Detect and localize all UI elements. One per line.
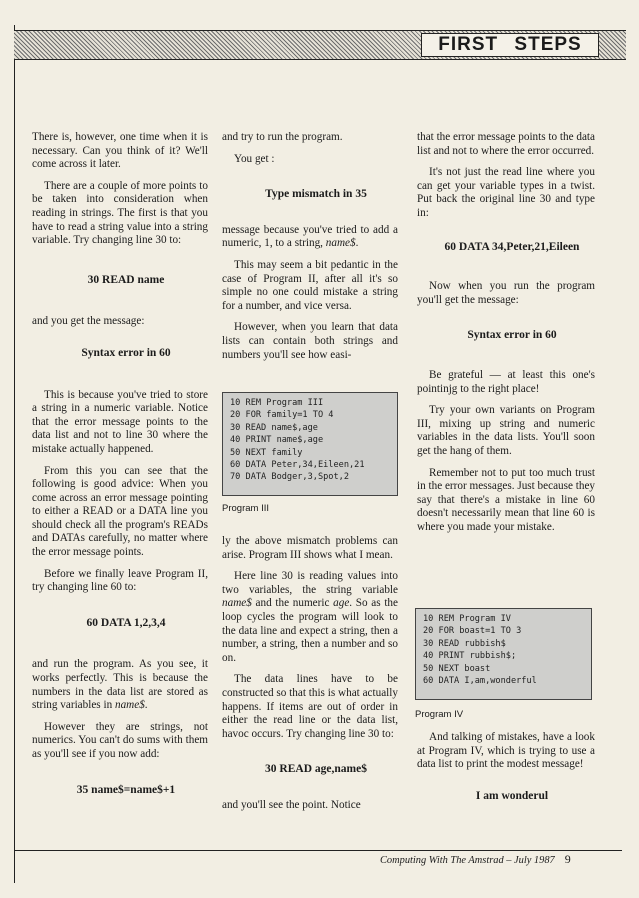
paragraph: However, when you learn that data lists can contain both strings and numbers you'll see how easi-: [222, 321, 398, 361]
program-4-listing: [415, 608, 592, 700]
paragraph: It's not just the read line where you can get your variable types in a twist. Put back the original line 30 and type in:: [417, 166, 595, 219]
footer-rule: [14, 850, 622, 851]
program-3-listing: [222, 392, 398, 496]
paragraph: This is because you've tried to store a string in a numeric variable. Notice that the error message points to the data list and not to line 30 where the mistake actually happened.: [32, 388, 208, 455]
code-line: 50 NEXT family: [230, 447, 303, 458]
paragraph: and you'll see the point. Notice: [222, 798, 361, 811]
paragraph: However they are strings, not numerics. You can't do sums with them as you'll see if you now add:: [32, 720, 208, 760]
paragraph: ly the above mismatch problems can arise. Program III shows what I mean.: [222, 535, 398, 561]
section-title: FIRST STEPS: [421, 33, 599, 57]
code-line: 20 FOR boast=1 TO 3: [423, 626, 522, 637]
code-line: 40 PRINT rubbish$;: [423, 651, 517, 662]
code-line: 10 REM Program IV: [423, 614, 511, 624]
code-line: 60 DATA Peter,34,Eileen,21: [230, 460, 365, 471]
paragraph: message because you've tried to add a numeric, 1, to a string, name$.: [222, 223, 398, 250]
code-example: 30 READ age,name$: [265, 763, 367, 776]
paragraph: The data lines have to be constructed so that this is what actually happens. If items are out of order in either the read line or the data list, havoc occurs. Try changing line 30 to:: [222, 673, 398, 740]
code-example: 60 DATA 34,Peter,21,Eileen: [444, 240, 580, 253]
paragraph: and try to run the program.: [222, 131, 343, 143]
column-2: [222, 131, 398, 370]
paragraph: Before we finally leave Program II, try changing line 60 to:: [32, 567, 208, 594]
code-line: 10 REM Program III: [230, 398, 324, 408]
code-line: 70 DATA Bodger,3,Spot,2: [230, 472, 349, 483]
paragraph: There is, however, one time when it is necessary. Can you think of it? We'll come across it later.: [32, 131, 208, 171]
paragraph: that the error message points to the data list and not to where the error occurred.: [417, 131, 596, 157]
paragraph: From this you can see that the following is good advice: When you come across an error message pointing to either a READ or a DATA line you should check all the program's READs and DATAs carefully, no matter where the error message points.: [32, 464, 208, 559]
paragraph: and you get the message:: [32, 315, 145, 328]
code-line: 30 READ rubbish$: [423, 638, 506, 649]
paragraph: Try your own variants on Program III, mixing up string and numeric variables in the data lists. You'll soon get the hang of them.: [417, 404, 595, 457]
paragraph: Here line 30 is reading values into two variables, the string variable name$ and the numeric age. So as the loop cycles the program will look to the data line and expect a string, then a number, a string, then a number and so on.: [222, 570, 398, 664]
paragraph: There are a couple of more points to be taken into consideration when reading in strings. The first is that you have to read a string value into a string variable. Try changing line 30 to:: [32, 179, 208, 247]
page-number: 9: [564, 852, 571, 866]
code-line: 30 READ name$,age: [230, 422, 318, 433]
paragraph: Now when you run the program you'll get the message:: [417, 280, 595, 306]
code-example: 30 READ name: [87, 273, 165, 286]
code-line: 60 DATA I,am,wonderful: [423, 676, 537, 687]
column-3-continued: [417, 731, 595, 811]
column-1: [32, 131, 208, 805]
column-2-continued: [222, 535, 398, 821]
code-line: 50 NEXT boast: [423, 663, 491, 674]
example-output: I am wonderul: [475, 789, 549, 802]
code-example: 60 DATA 1,2,3,4: [86, 616, 166, 629]
code-example: 35 name$=name$+1: [76, 783, 176, 796]
error-message: Syntax error in 60: [467, 329, 557, 342]
paragraph: Remember not to put too much trust in the error messages. Just because they say that there's a mistake in line 60 doesn't necessarily mean that line 60 is where you made your mistake.: [417, 466, 596, 533]
footer: [380, 852, 571, 867]
paragraph: You get :: [234, 152, 275, 165]
error-message: Syntax error in 60: [81, 346, 171, 359]
program-3-caption: Program III: [222, 503, 269, 514]
column-3: [417, 131, 595, 542]
paragraph: And talking of mistakes, have a look at Program IV, which is trying to use a data list to print the modest message!: [417, 731, 595, 771]
paragraph: This may seem a bit pedantic in the case of Program II, after all it's so simple no one could mistake a string for a number, and vice versa.: [222, 258, 398, 312]
error-message: Type mismatch in 35: [265, 188, 367, 201]
program-4-caption: Program IV: [415, 709, 464, 720]
publication-line: Computing With The Amstrad – July 1987: [380, 855, 555, 866]
code-line: 20 FOR family=1 TO 4: [230, 410, 334, 421]
paragraph: Be grateful — at least this one's pointinjg to the right place!: [417, 368, 595, 395]
paragraph: and run the program. As you see, it works perfectly. This is because the numbers in the data list are stored as string variables in name$.: [32, 658, 208, 712]
code-line: 40 PRINT name$,age: [230, 435, 324, 446]
